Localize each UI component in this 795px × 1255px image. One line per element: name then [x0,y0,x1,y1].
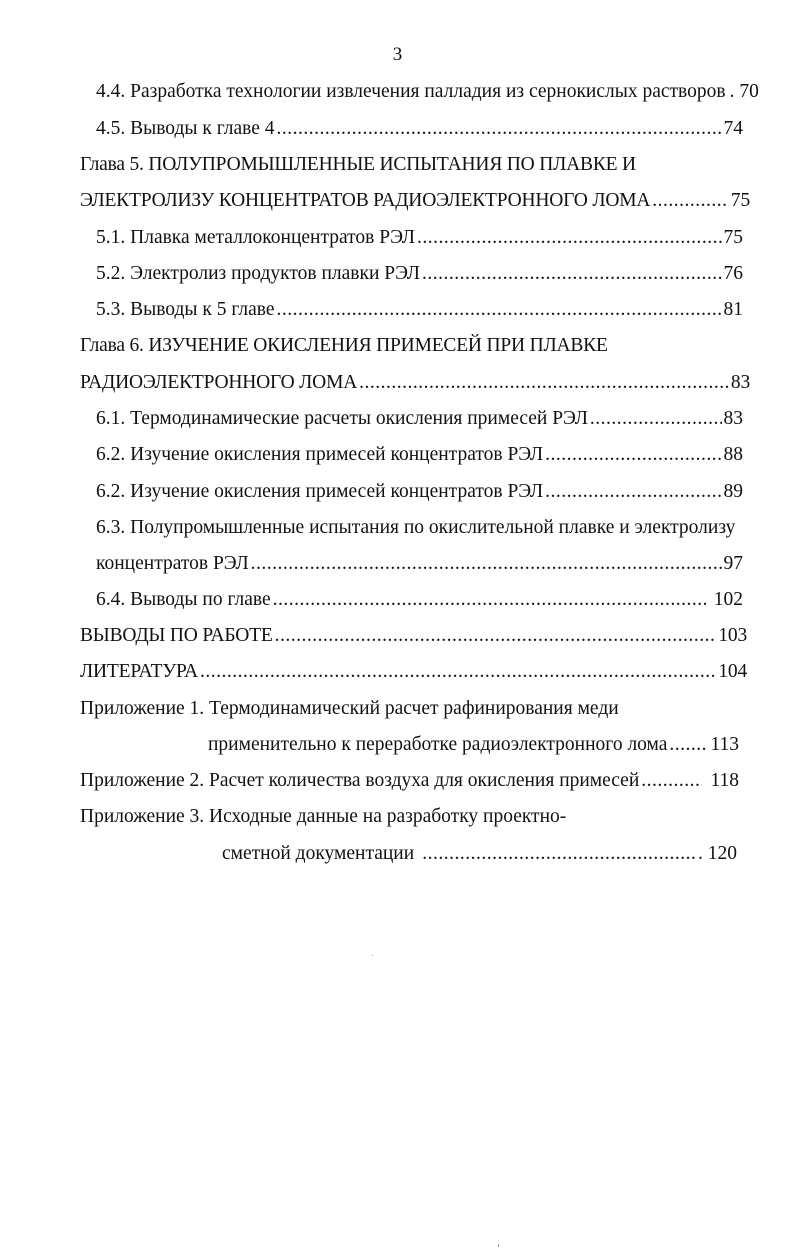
toc-leader-dots [277,117,722,141]
toc-entry-6-3-line-1[interactable]: 6.3. Полупромышленные испытания по окислительной плавке и электролизу [96,517,736,538]
toc-entry-page: 97 [723,553,743,574]
page-number: 3 [392,44,403,65]
toc-chapter-5-title-line-1[interactable]: Глава 5. ПОЛУПРОМЫШЛЕННЫЕ ИСПЫТАНИЯ ПО ПЛАВКЕ И [80,154,636,175]
toc-entry-page: 83 [723,408,743,429]
toc-entry-page: 102 [713,589,743,610]
scan-speck [498,1244,499,1247]
toc-leader-dots [669,733,708,757]
toc-entry-page: 75 [730,190,750,211]
toc-chapter-6[interactable] [80,371,750,395]
toc-entry-page: 103 [718,625,747,646]
toc-leader-dots [359,371,729,395]
toc-entry-4-5[interactable] [96,117,743,141]
toc-leader-dots [417,226,722,250]
toc-leader-dots [200,660,716,684]
toc-entry-label: 6.2. Изучение окисления примесей концентратов РЭЛ [96,444,544,465]
toc-entry-label: 6.4. Выводы по главе [96,589,271,610]
toc-entry-6-1[interactable] [96,407,743,431]
toc-entry-label: концентратов РЭЛ [96,553,249,574]
toc-entry-page: 89 [723,481,743,502]
toc-leader-dots [275,624,717,648]
toc-entry-page: 88 [723,444,743,465]
toc-leader-dots [590,407,722,431]
toc-entry-6-2-b[interactable] [96,480,743,504]
toc-entry-label: 4.4. Разработка технологии извлечения палладия из сернокислых растворов [96,81,726,102]
toc-leader-dots [652,189,729,213]
toc-leader-dots [422,842,696,866]
toc-chapter-5[interactable] [80,189,750,213]
toc-entry-label: Приложение 2. Расчет количества воздуха для окисления примесей [80,770,640,791]
toc-entry-label: 5.1. Плавка металлоконцентратов РЭЛ [96,227,415,248]
toc-entry-label: ЛИТЕРАТУРА [80,661,198,682]
toc-entry-page: 81 [723,299,743,320]
toc-leader-dots [545,443,721,467]
toc-entry-6-4[interactable] [96,588,743,612]
toc-appendix-2[interactable] [80,769,739,793]
toc-appendix-3-line-1[interactable]: Приложение 3. Исходные данные на разработку проектно- [80,806,567,827]
toc-entry-page: . 120 [698,843,737,864]
toc-entry-label: 6.2. Изучение окисления примесей концентратов РЭЛ [96,481,544,502]
toc-entry-page: 75 [723,227,743,248]
toc-entry-4-4[interactable] [96,80,759,104]
toc-entry-6-2-a[interactable] [96,443,743,467]
toc-leader-dots [422,262,722,286]
toc-entry-page: 76 [723,263,743,284]
toc-entry-page: 113 [710,734,739,755]
toc-entry-label: ЭЛЕКТРОЛИЗУ КОНЦЕНТРАТОВ РАДИОЭЛЕКТРОННОГО ЛОМА [80,190,651,211]
toc-entry-page: 104 [718,661,747,682]
toc-entry-label: ВЫВОДЫ ПО РАБОТЕ [80,625,273,646]
toc-entry-label: 5.3. Выводы к 5 главе [96,299,275,320]
toc-entry-label: 6.1. Термодинамические расчеты окисления примесей РЭЛ [96,408,588,429]
toc-appendix-1[interactable] [208,733,739,757]
toc-entry-label: 5.2. Электролиз продуктов плавки РЭЛ [96,263,420,284]
toc-entry-5-1[interactable] [96,226,743,250]
toc-leader-dots [273,588,706,612]
toc-leader-dots [641,769,702,793]
toc-appendix-3[interactable] [222,842,737,866]
toc-entry-label: 4.5. Выводы к главе 4 [96,118,275,139]
toc-entry-label: сметной документации [222,843,415,864]
toc-leader-dots [545,480,721,504]
scan-speck [372,955,373,956]
toc-chapter-6-title-line-1[interactable]: Глава 6. ИЗУЧЕНИЕ ОКИСЛЕНИЯ ПРИМЕСЕЙ ПРИ ПЛАВКЕ [80,335,608,356]
toc-entry-6-3[interactable] [96,552,743,576]
toc-entry-page: 83 [730,372,750,393]
toc-leader-dots [251,552,722,576]
toc-entry-page: . 70 [729,81,759,102]
toc-entry-label: применительно к переработке радиоэлектронного лома [208,734,668,755]
toc-leader-dots [277,298,722,322]
toc-entry-page: 74 [723,118,743,139]
toc-appendix-1-line-1[interactable]: Приложение 1. Термодинамический расчет рафинирования меди [80,698,619,719]
toc-entry-5-2[interactable] [96,262,743,286]
toc-entry-label: РАДИОЭЛЕКТРОННОГО ЛОМА [80,372,358,393]
toc-entry-page: 118 [710,770,739,791]
toc-literature[interactable] [80,660,747,684]
toc-entry-5-3[interactable] [96,298,743,322]
toc-conclusions[interactable] [80,624,747,648]
